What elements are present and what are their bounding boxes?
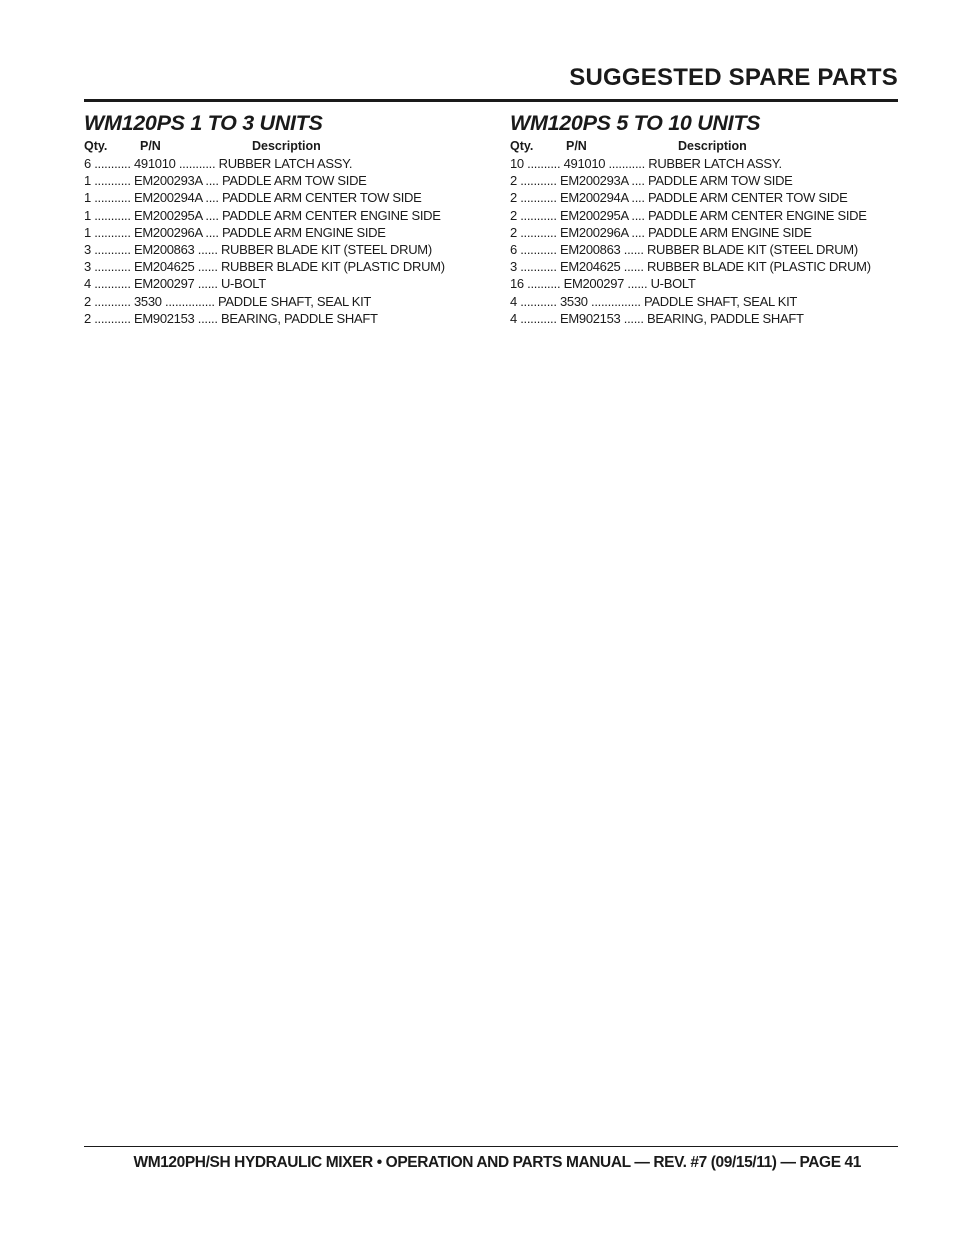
part-row: 2 ........... EM200294A .... PADDLE ARM CENTER TOW SIDE: [510, 190, 848, 206]
part-row: 6 ........... EM200863 ...... RUBBER BLADE KIT (STEEL DRUM): [510, 242, 858, 258]
page-footer: WM120PH/SH HYDRAULIC MIXER • OPERATION AND PARTS MANUAL — REV. #7 (09/15/11) — PAGE 41: [133, 1154, 861, 1171]
part-row: 1 ........... EM200294A .... PADDLE ARM CENTER TOW SIDE: [84, 190, 422, 206]
part-row: 10 .......... 491010 ........... RUBBER LATCH ASSY.: [510, 156, 782, 171]
part-row: 2 ........... EM200293A .... PADDLE ARM TOW SIDE: [510, 173, 793, 189]
part-row: 3 ........... EM200863 ...... RUBBER BLADE KIT (STEEL DRUM): [84, 242, 432, 258]
section-title: WM120PS 5 TO 10 UNITS: [510, 111, 761, 135]
parts-list: [84, 155, 494, 327]
pn-header: P/N: [140, 139, 161, 153]
column-headers: [510, 138, 910, 155]
qty-header: Qty.: [84, 139, 108, 153]
part-row: 3 ........... EM204625 ...... RUBBER BLADE KIT (PLASTIC DRUM): [84, 259, 445, 275]
qty-header: Qty.: [510, 139, 534, 153]
page-title: SUGGESTED SPARE PARTS: [569, 64, 898, 91]
part-row: 2 ........... EM200296A .... PADDLE ARM ENGINE SIDE: [510, 224, 812, 240]
section-1-to-3-units: [84, 108, 494, 327]
part-row: 4 ........... EM200297 ...... U-BOLT: [84, 276, 266, 292]
part-row: 6 ........... 491010 ........... RUBBER LATCH ASSY.: [84, 156, 353, 171]
part-row: 3 ........... EM204625 ...... RUBBER BLADE KIT (PLASTIC DRUM): [510, 259, 871, 275]
description-header: Description: [252, 139, 321, 153]
section-title: WM120PS 1 TO 3 UNITS: [84, 111, 323, 135]
column-headers: [84, 138, 494, 155]
description-header: Description: [678, 139, 747, 153]
part-row: 16 .......... EM200297 ...... U-BOLT: [510, 276, 696, 292]
part-row: 4 ........... EM902153 ...... BEARING, PADDLE SHAFT: [510, 310, 804, 326]
section-5-to-10-units: [510, 108, 910, 327]
part-row: 1 ........... EM200295A .... PADDLE ARM CENTER ENGINE SIDE: [84, 207, 441, 223]
part-row: 2 ........... EM200295A .... PADDLE ARM CENTER ENGINE SIDE: [510, 207, 867, 223]
part-row: 1 ........... EM200296A .... PADDLE ARM ENGINE SIDE: [84, 224, 386, 240]
title-divider: [84, 99, 898, 102]
parts-list: [510, 155, 910, 327]
footer-divider: [84, 1146, 898, 1147]
part-row: 1 ........... EM200293A .... PADDLE ARM TOW SIDE: [84, 173, 367, 189]
pn-header: P/N: [566, 139, 587, 153]
part-row: 4 ........... 3530 ............... PADDLE SHAFT, SEAL KIT: [510, 293, 798, 309]
part-row: 2 ........... 3530 ............... PADDLE SHAFT, SEAL KIT: [84, 293, 372, 309]
part-row: 2 ........... EM902153 ...... BEARING, PADDLE SHAFT: [84, 310, 378, 326]
